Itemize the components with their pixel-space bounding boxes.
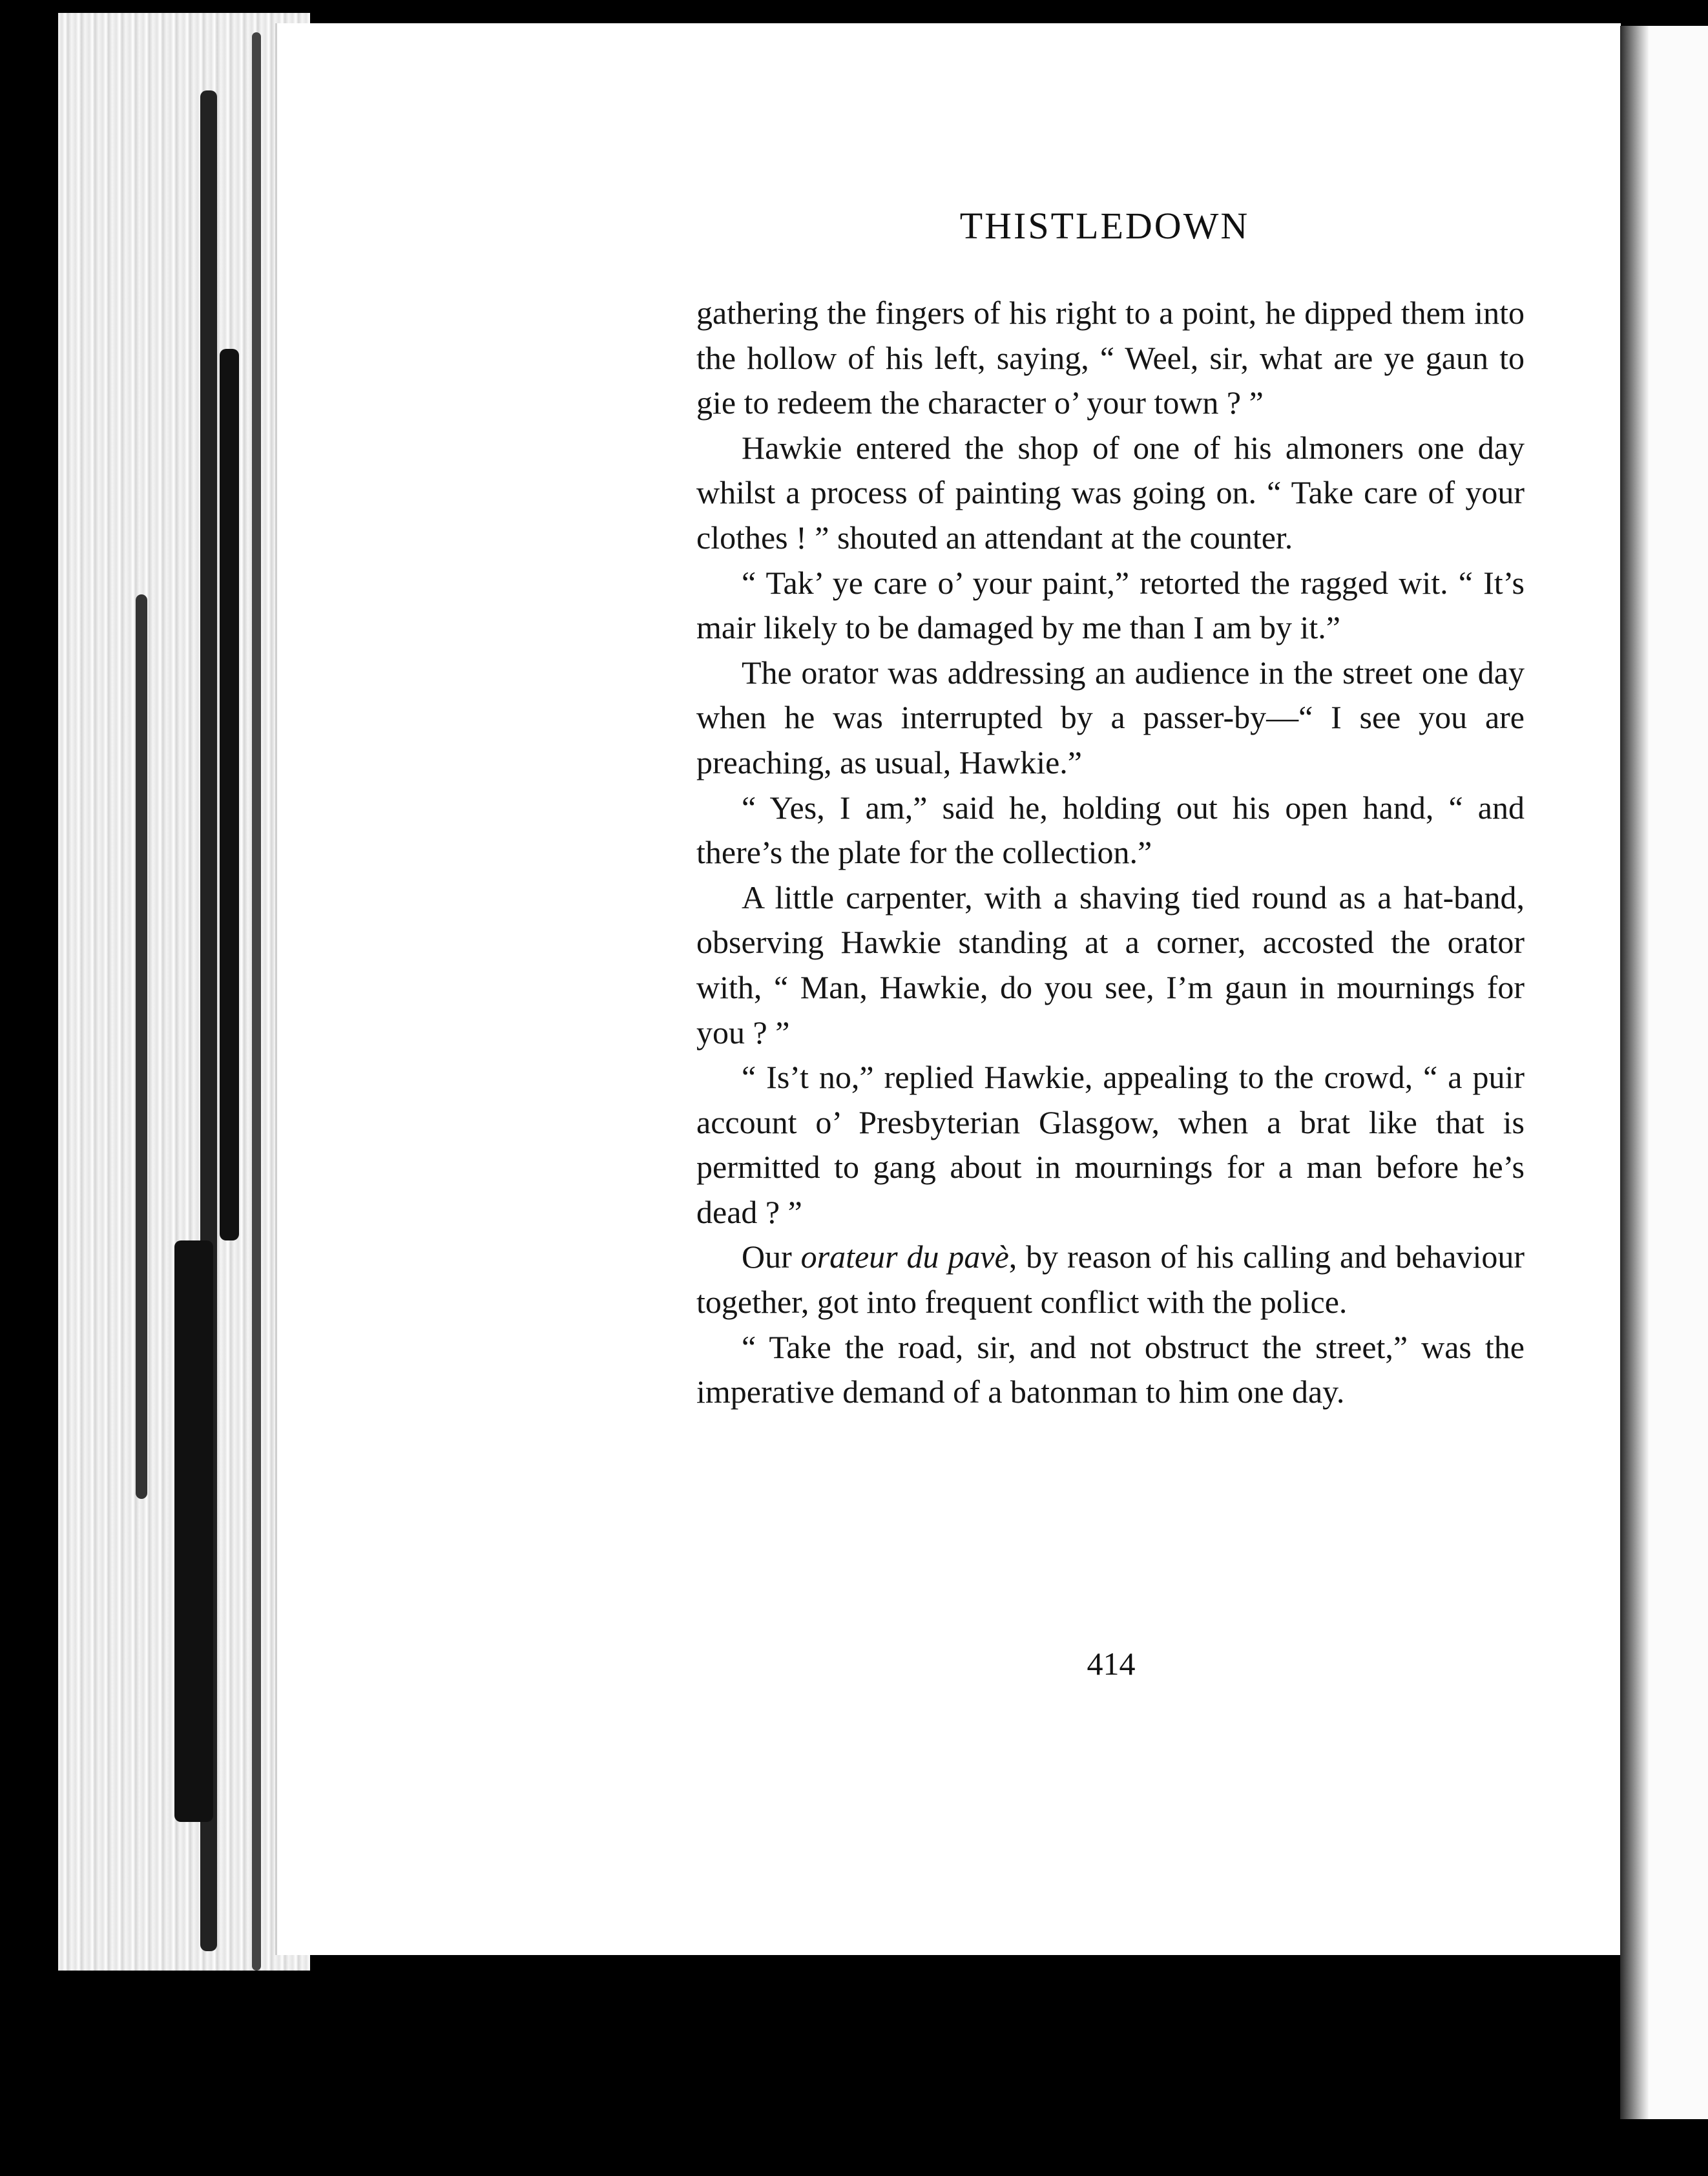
edge-shadow (136, 594, 147, 1499)
paragraph: The orator was addressing an audience in the street one day when he was interrupted by a passer-by—“ I see you are preaching, as usual, Hawkie.” (696, 654, 1525, 780)
edge-shadow (174, 1240, 213, 1822)
book-page-edges (58, 13, 310, 1971)
edge-shadow (220, 349, 239, 1240)
page-number: 414 (1087, 1646, 1136, 1682)
paragraph-text: Our (742, 1239, 801, 1275)
body-text (696, 291, 1525, 1415)
paragraph: “ Is’t no,” replied Hawkie, appealing to the crowd, “ a puir account o’ Presbyterian Glasgow, when a brat like that is permitted to gang about in mournings for a man before he’s dead ? ” (696, 1059, 1525, 1230)
italic-phrase: orateur du pavè (800, 1239, 1009, 1275)
paragraph (696, 1235, 1525, 1324)
paragraph: “ Yes, I am,” said he, holding out his open hand, “ and there’s the plate for the collection.” (696, 789, 1525, 871)
paragraph: “ Take the road, sir, and not obstruct the street,” was the imperative demand of a batonman to him one day. (696, 1328, 1525, 1410)
edge-shadow (252, 32, 261, 1971)
gutter-shadow (1620, 26, 1649, 2119)
paragraph: “ Tak’ ye care o’ your paint,” retorted the ragged wit. “ It’s mair likely to be damaged by me than I am by it.” (696, 564, 1525, 646)
paragraph: Hawkie entered the shop of one of his almoners one day whilst a process of painting was going on. “ Take care of your clothes ! ” shouted an attendant at the counter. (696, 429, 1525, 556)
paragraph: A little carpenter, with a shaving tied round as a hat-band, observing Hawkie standing at a corner, accosted the orator with, “ Man, Hawkie, do you see, I’m gaun in mournings for you ? ” (696, 879, 1525, 1051)
paragraph-text: , by reason of his calling and behaviour together, got into frequent conflict with the police. (696, 1239, 1525, 1321)
paragraph: gathering the fingers of his right to a point, he dipped them into the hollow of his left, saying, “ Weel, sir, what are ye gaun to gie to redeem the character o’ your town ? ” (696, 295, 1525, 421)
running-head: THISTLEDOWN (959, 205, 1250, 247)
